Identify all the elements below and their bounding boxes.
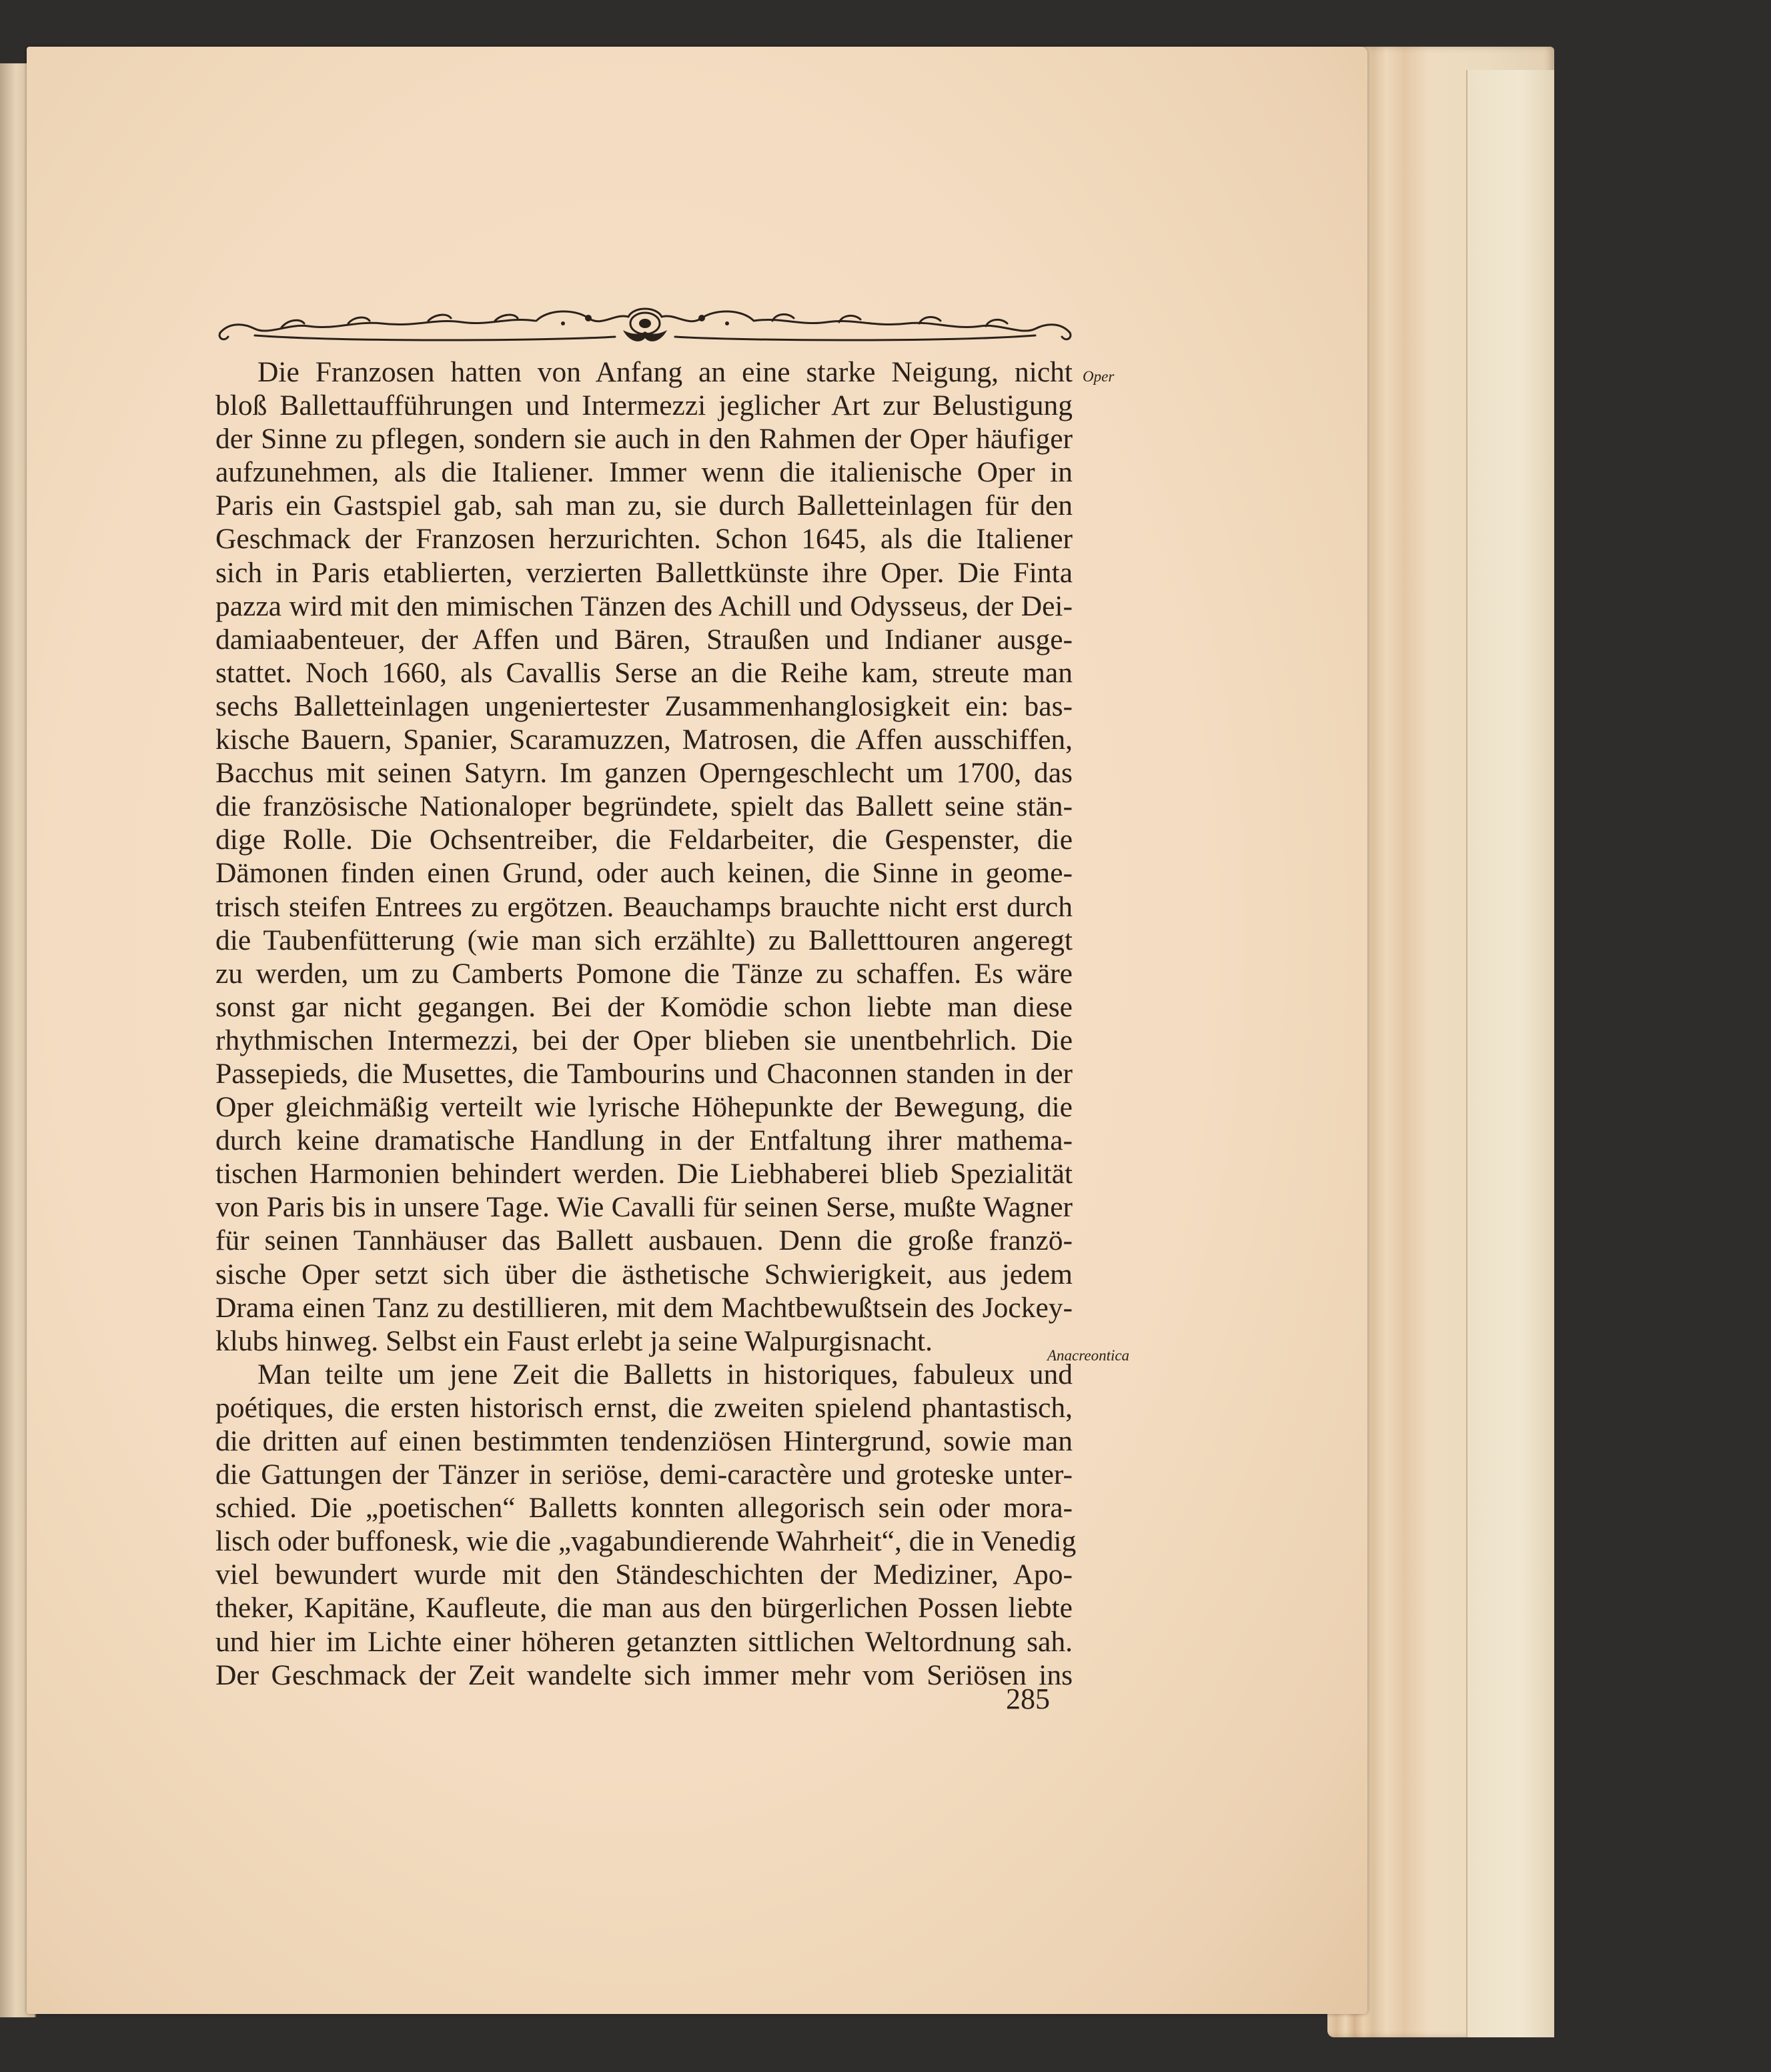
text-line: tischen Harmonien behindert werden. Die Liebhaberei blieb Spezialität [215,1158,1073,1190]
text-line: und hier im Lichte einer höheren getanzten sittlichen Weltordnung sah. [215,1625,1073,1658]
text-line: sische Oper setzt sich über die ästhetische Schwierigkeit, aus jedem [215,1258,1073,1290]
book-page [27,47,1367,2014]
text-line: poétiques, die ersten historisch ernst, die zweiten spielend phantastisch, [215,1391,1073,1424]
text-line: durch keine dramatische Handlung in der Entfaltung ihrer mathema- [215,1124,1073,1157]
text-line: Paris ein Gastspiel gab, sah man zu, sie durch Balletteinlagen für den [215,489,1073,522]
text-line: schied. Die „poetischen“ Balletts konnten allegorisch sein oder mora- [215,1492,1073,1524]
body-text [215,355,1077,1692]
text-line: pazza wird mit den mimischen Tänzen des Achill und Odysseus, der Dei- [215,590,1073,622]
page-number: 285 [1006,1683,1050,1715]
text-line: damiaabenteuer, der Affen und Bären, Straußen und Indianer ausge- [215,623,1073,656]
text-line: Geschmack der Franzosen herzurichten. Schon 1645, als die Italiener [215,523,1073,556]
margin-note-anacreontica: Anacreontica [1047,1347,1130,1364]
text-line: stattet. Noch 1660, als Cavallis Serse an die Reihe kam, streute man [215,656,1073,689]
text-line: sonst gar nicht gegangen. Bei der Komödie schon liebte man diese [215,990,1073,1023]
ornamental-header-icon [215,303,1075,351]
text-line: aufzunehmen, als die Italiener. Immer wenn die italienische Oper in [215,456,1073,489]
text-line: lisch oder buffonesk, wie die „vagabundierende Wahrheit“, die in Venedig [215,1525,1077,1558]
text-line: rhythmischen Intermezzi, bei der Oper blieben sie unentbehrlich. Die [215,1024,1073,1056]
margin-note-oper: Oper [1083,368,1115,385]
text-line: zu werden, um zu Camberts Pomone die Tänze zu schaffen. Es wäre [215,957,1073,990]
text-line: Dämonen finden einen Grund, oder auch keinen, die Sinne in geome- [215,857,1073,890]
text-line: trisch steifen Entrees zu ergötzen. Beauchamps brauchte nicht erst durch [215,890,1073,923]
text-line: von Paris bis in unsere Tage. Wie Cavalli für seinen Serse, mußte Wagner [215,1191,1073,1224]
text-line: viel bewundert wurde mit den Ständeschichten der Mediziner, Apo- [215,1559,1073,1591]
text-line: die Taubenfütterung (wie man sich erzählte) zu Balletttouren angeregt [215,924,1073,956]
text-line: dige Rolle. Die Ochsentreiber, die Feldarbeiter, die Gespenster, die [215,824,1073,856]
text-line: Der Geschmack der Zeit wandelte sich immer mehr vom Seriösen ins [215,1659,1073,1691]
text-line: für seinen Tannhäuser das Ballett ausbauen. Denn die große franzö- [215,1224,1073,1257]
text-line: bloß Ballettaufführungen und Intermezzi jeglicher Art zur Belustigung [215,389,1073,422]
text-line: Passepieds, die Musettes, die Tambourins und Chaconnen standen in der [215,1057,1073,1090]
text-line: theker, Kapitäne, Kaufleute, die man aus den bürgerlichen Possen liebte [215,1592,1073,1625]
text-line: Drama einen Tanz zu destillieren, mit dem Machtbewußtsein des Jockey- [215,1291,1073,1324]
text-line: Die Franzosen hatten von Anfang an eine starke Neigung, nicht [257,356,1073,388]
text-line: Bacchus mit seinen Satyrn. Im ganzen Operngeschlecht um 1700, das [215,757,1073,790]
text-line: die französische Nationaloper begründete, spielt das Ballett seine stän- [215,790,1073,823]
text-line: die dritten auf einen bestimmten tendenziösen Hintergrund, sowie man [215,1425,1073,1457]
text-line: Oper gleichmäßig verteilt wie lyrische Höhepunkte der Bewegung, die [215,1091,1073,1124]
text-line: die Gattungen der Tänzer in seriöse, demi-caractère und groteske unter- [215,1458,1073,1491]
text-line: der Sinne zu pflegen, sondern sie auch in den Rahmen der Oper häufiger [215,423,1073,455]
text-line: klubs hinweg. Selbst ein Faust erlebt ja seine Walpurgisnacht. [215,1324,933,1357]
text-line: kische Bauern, Spanier, Scaramuzzen, Matrosen, die Affen ausschiffen, [215,724,1073,756]
text-line: sechs Balletteinlagen ungeniertester Zusammenhanglosigkeit ein: bas- [215,690,1073,722]
text-line: Man teilte um jene Zeit die Balletts in historiques, fabuleux und [257,1358,1073,1390]
text-line: sich in Paris etablierten, verzierten Ballettkünste ihre Oper. Die Finta [215,556,1073,589]
